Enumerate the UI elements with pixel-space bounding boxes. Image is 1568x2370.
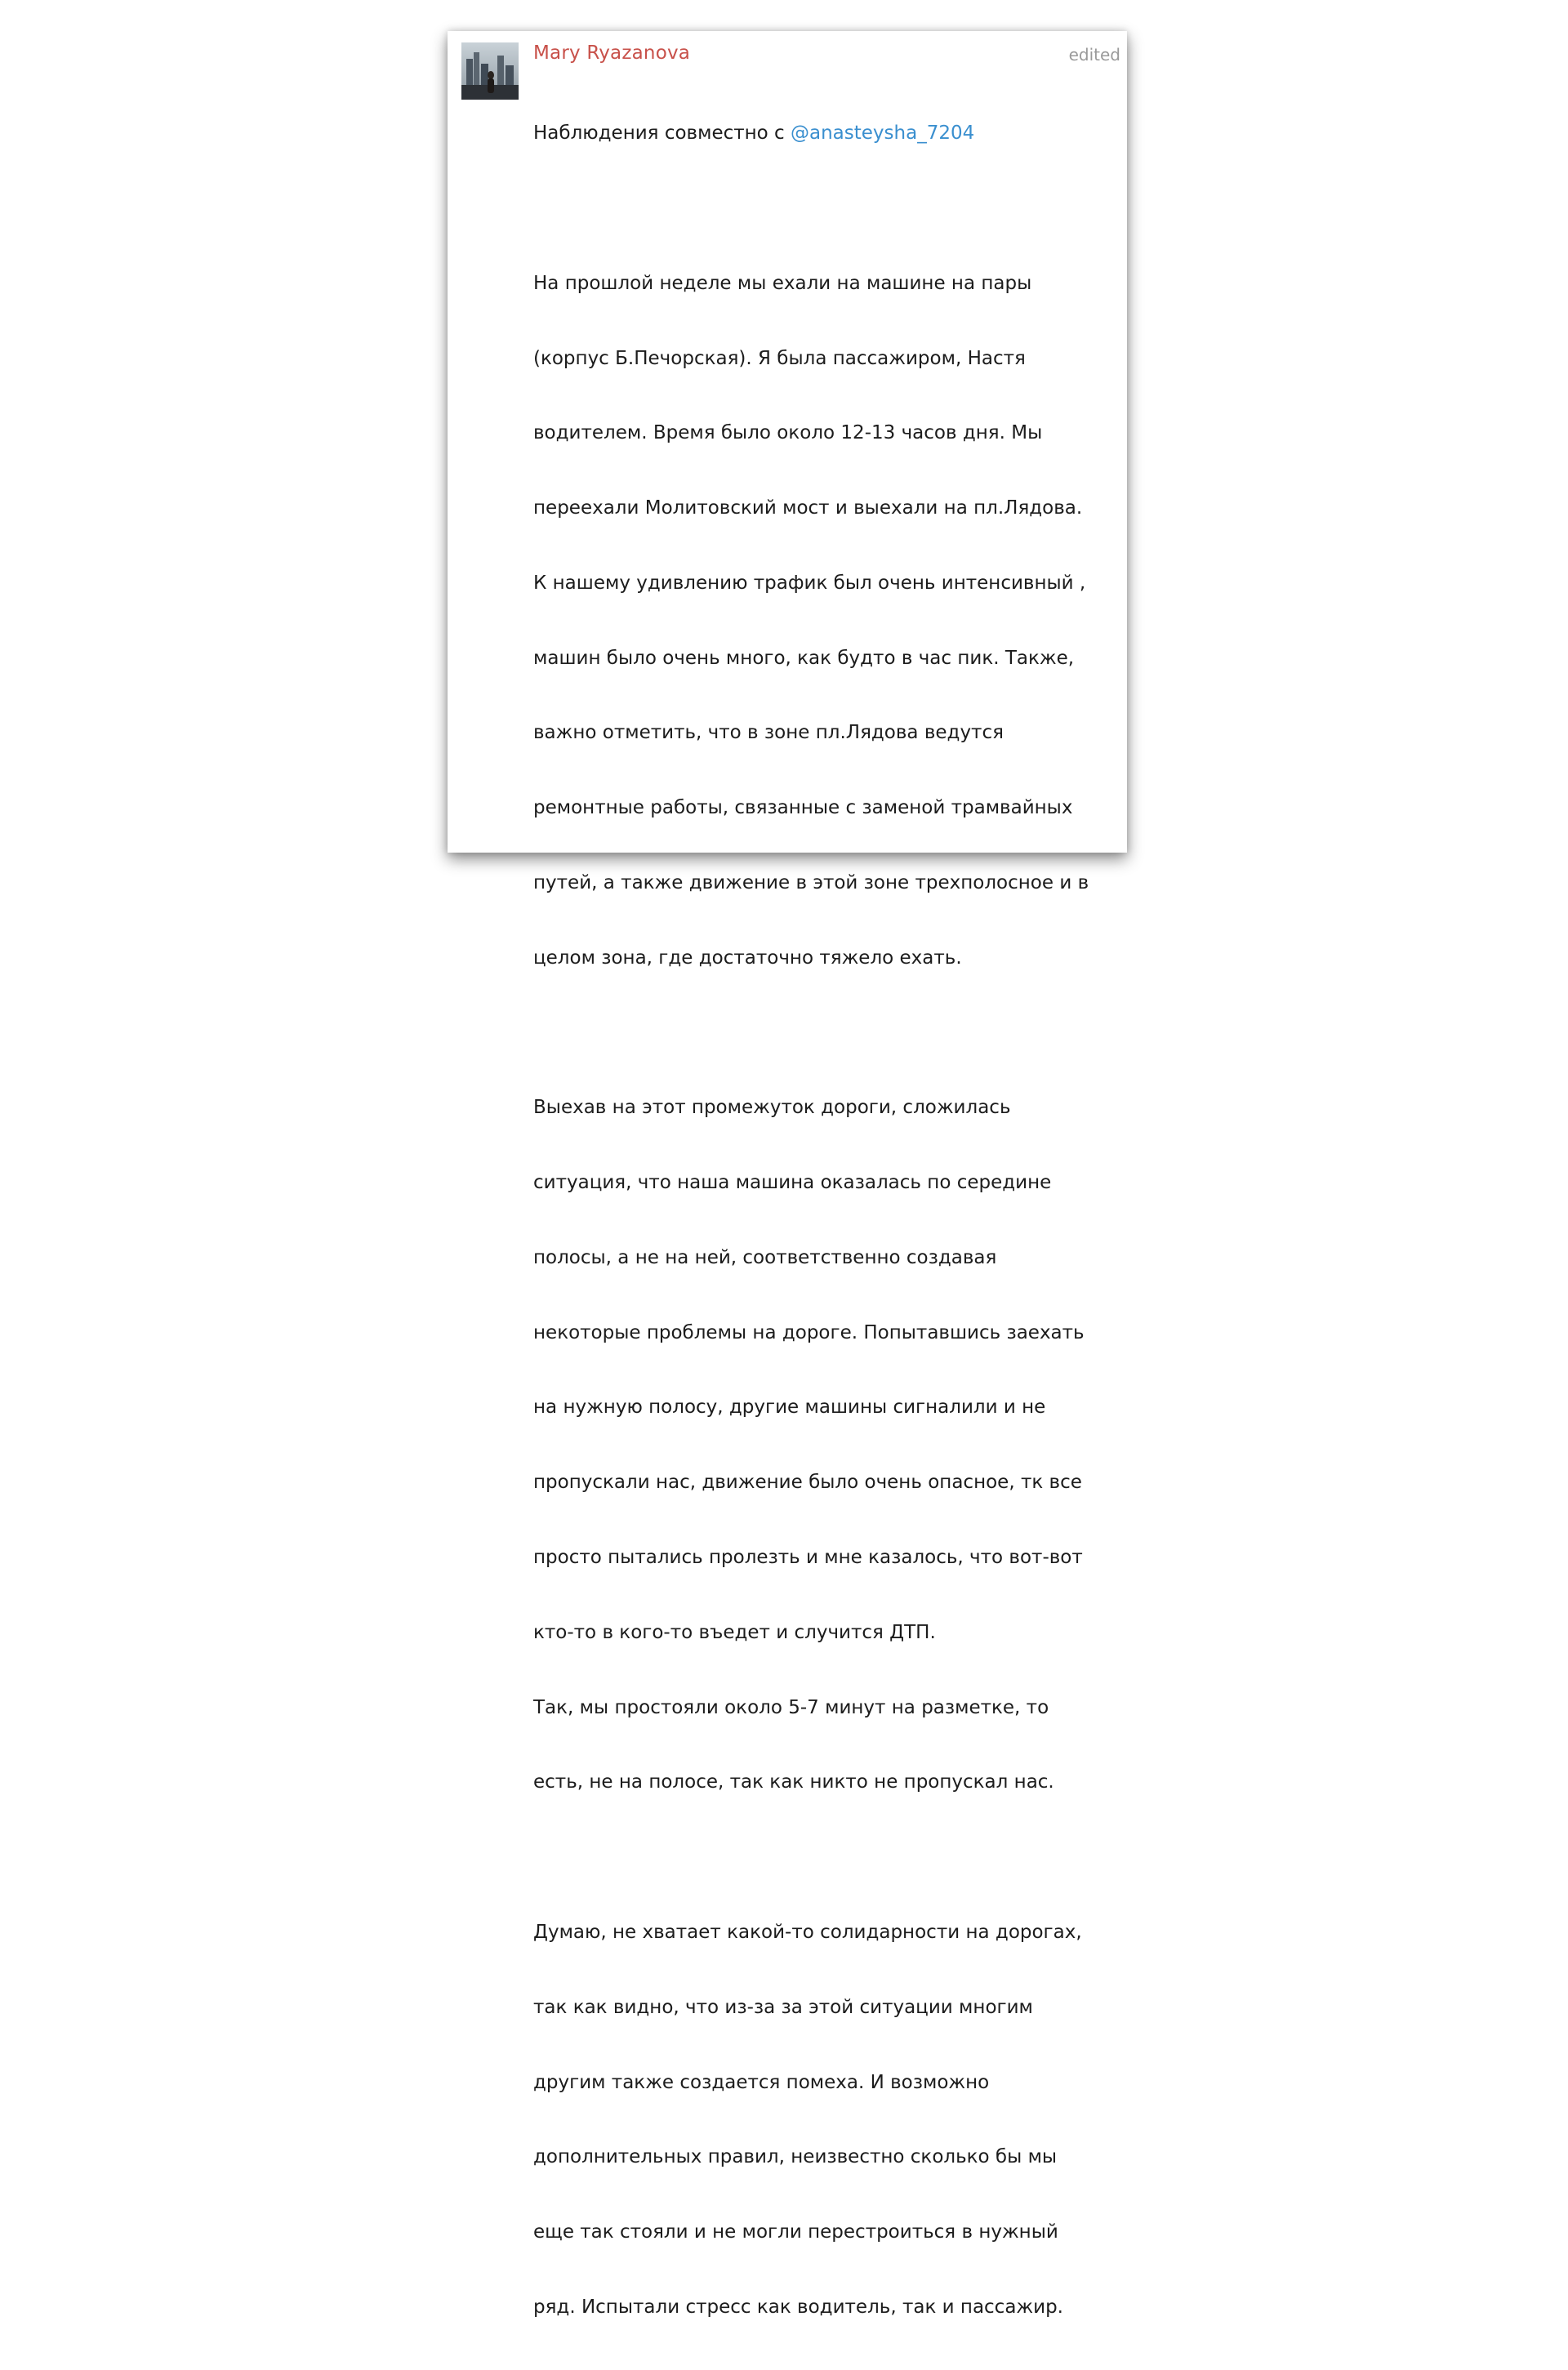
message-line: некоторые проблемы на дороге. Попытавшись заехать	[533, 1321, 1085, 1343]
message-line: еще так стояли и не могли перестроиться в нужный	[533, 2221, 1058, 2243]
author-avatar[interactable]	[461, 42, 519, 100]
blank-line	[533, 196, 1105, 221]
message-line: есть, не на полосе, так как никто не пропускал нас.	[533, 1771, 1054, 1793]
user-photo-avatar-icon	[461, 42, 519, 100]
message-line: дополнительных правил, неизвестно сколько бы мы	[533, 2146, 1058, 2168]
message-line: К нашему удивлению трафик был очень интенсивный ,	[533, 572, 1086, 594]
message-body	[533, 71, 1105, 2370]
message-line: на нужную полосу, другие машины сигналили и не	[533, 1397, 1046, 1419]
message-line: водителем. Время было около 12-13 часов дня. Мы	[533, 422, 1043, 444]
message-line: просто пытались пролезть и мне казалось, что вот-вот	[533, 1547, 1083, 1569]
message-line: кто-то в кого-то въедет и случится ДТП.	[533, 1621, 936, 1643]
message-line: ряд. Испытали стресс как водитель, так и пассажир.	[533, 2296, 1063, 2318]
message-line: так как видно, что из-за за этой ситуации многим	[533, 1996, 1033, 2018]
message-line: Так, мы простояли около 5-7 минут на разметке, то	[533, 1696, 1049, 1718]
message-line: (корпус Б.Печорская). Я была пассажиром, Настя	[533, 347, 1026, 369]
blank-line	[533, 1021, 1105, 1046]
message-line: другим также создается помеха. И возможно	[533, 2071, 990, 2093]
message-line: ситуация, что наша машина оказалась по середине	[533, 1172, 1052, 1194]
message-line: На прошлой неделе мы ехали на машине на пары	[533, 272, 1032, 294]
message-line: Выехав на этот промежуток дороги, сложилась	[533, 1097, 1011, 1119]
message-line: машин было очень много, как будто в час пик. Также,	[533, 647, 1075, 669]
user-mention-link[interactable]: @anasteysha_7204	[791, 123, 975, 145]
message-line: важно отметить, что в зоне пл.Лядова ведутся	[533, 722, 1004, 744]
message-line: переехали Молитовский мост и выехали на пл.Лядова.	[533, 497, 1083, 519]
blank-line	[533, 1845, 1105, 1870]
message-line: целом зона, где достаточно тяжело ехать.	[533, 947, 962, 969]
intro-text: Наблюдения совместно с	[533, 123, 791, 145]
message-line: ремонтные работы, связанные с заменой трамвайных	[533, 797, 1073, 819]
message-line: полосы, а не на ней, соответственно создавая	[533, 1246, 997, 1268]
message-line: путей, а также движение в этой зоне трехполосное и в	[533, 872, 1089, 893]
message-line: пропускали нас, движение было очень опасное, тк все	[533, 1472, 1082, 1494]
message-intro-line	[533, 121, 1105, 146]
post-card	[448, 31, 1127, 2318]
message-line: Думаю, не хватает какой-то солидарности на дорогах,	[533, 1921, 1082, 1943]
edited-label: edited	[1068, 45, 1120, 65]
author-name[interactable]: Mary Ryazanova	[533, 42, 691, 64]
